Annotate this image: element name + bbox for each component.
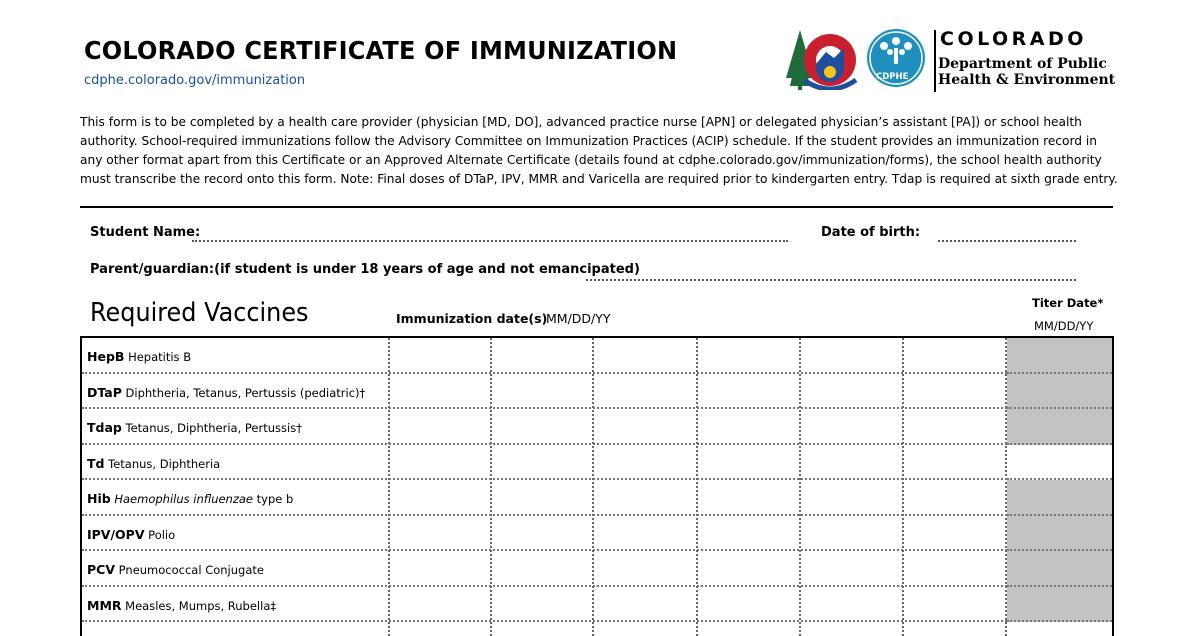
titer-date-label: Titer Date* [1032,296,1104,310]
immunization-date-cell[interactable] [594,516,696,550]
table-left-border [80,336,82,636]
immunization-date-cell[interactable] [492,445,592,479]
vaccine-row-label [87,456,220,471]
immunization-date-cell[interactable] [801,587,902,621]
immunization-date-cell[interactable] [698,374,799,408]
immunization-dates-label: Immunization date(s) [396,311,548,326]
immunization-date-cell[interactable] [904,516,1005,550]
immunization-date-cell[interactable] [904,409,1005,443]
titer-row-divider [1007,514,1112,516]
vaccine-row-label [87,562,264,577]
immunization-date-format: MM/DD/YY [546,311,611,326]
vaccine-code: MMR [87,597,122,613]
immunization-date-cell[interactable] [801,374,902,408]
immunization-date-cell[interactable] [390,587,490,621]
row-divider [82,620,1007,622]
immunization-date-cell[interactable] [390,374,490,408]
immunization-date-cell[interactable] [698,445,799,479]
immunization-date-cell[interactable] [698,480,799,514]
titer-row-divider [1007,549,1112,551]
immunization-date-cell[interactable] [390,516,490,550]
immunization-date-cell[interactable] [594,445,696,479]
cdphe-logo [786,28,1116,98]
required-vaccines-table [80,336,1114,636]
titer-row-divider [1007,478,1112,480]
instructions-paragraph: This form is to be completed by a health care provider (physician [MD, DO], advanced practice nurse [APN] or delegated physician’s assistant [PA]) or school health authority. School-required immunizations follow the Advisory Committee on Immunization Practices (ACIP) schedule. If the student provides an immunization record in any other format apart from this Certificate or an Approved Alternate Certificate (details found at cdphe.colorado.gov/immunization/forms), the school health authority must transcribe the record onto this form. Note: Final doses of DTaP, IPV, MMR and Varicella are required prior to kindergarten entry. Tdap is required at sixth grade entry. [80,115,1118,186]
immunization-date-cell[interactable] [904,338,1005,372]
immunization-date-cell[interactable] [698,551,799,585]
vaccine-description: Haemophilus influenzae [114,492,254,506]
immunization-date-cell[interactable] [594,409,696,443]
vaccine-row-label [87,420,302,435]
logo-divider [934,30,936,92]
vaccine-code: IPV/OPV [87,526,145,542]
immunization-date-cell[interactable] [594,338,696,372]
immunization-date-cell[interactable] [594,551,696,585]
immunization-date-cell[interactable] [594,587,696,621]
student-name-field[interactable] [192,240,788,242]
immunization-date-cell[interactable] [492,587,592,621]
logo-department [938,56,1115,88]
immunization-date-cell[interactable] [904,445,1005,479]
immunization-date-cell[interactable] [492,516,592,550]
immunization-date-cell[interactable] [904,374,1005,408]
immunization-date-cell[interactable] [801,551,902,585]
parent-guardian-field[interactable] [586,279,1076,281]
logo-dept-line2: Health & Environment [938,72,1116,88]
form-title: COLORADO CERTIFICATE OF IMMUNIZATION [84,36,678,65]
vaccine-code: Hib [87,491,111,506]
vaccine-code: HepB [87,349,125,364]
immunization-date-cell[interactable] [390,338,490,372]
immunization-date-cell[interactable] [390,409,490,443]
immunization-date-cell[interactable] [390,551,490,585]
immunization-date-cell[interactable] [492,374,592,408]
vaccine-description-tail: type b [253,492,294,506]
titer-row-divider [1007,620,1112,622]
logo-dept-line1: Department of Public [938,56,1107,72]
vaccine-code: Tdap [87,420,122,435]
immunization-date-cell[interactable] [904,551,1005,585]
vaccine-description: Tetanus, Diphtheria [108,456,221,471]
titer-unavailable-block [1007,338,1112,445]
vaccine-description: Tetanus, Diphtheria, Pertussis [125,421,297,435]
titer-date-cell[interactable] [1007,445,1112,479]
immunization-date-cell[interactable] [801,409,902,443]
date-column-divider [1005,338,1007,636]
vaccine-row-label [87,491,293,506]
immunization-date-cell[interactable] [492,338,592,372]
required-vaccines-heading: Required Vaccines [90,298,309,328]
immunization-date-cell[interactable] [801,516,902,550]
immunization-date-cell[interactable] [801,338,902,372]
immunization-date-cell[interactable] [492,409,592,443]
vaccine-code: DTaP [87,384,122,400]
vaccine-description: Pneumococcal Conjugate [118,563,264,577]
immunization-date-cell[interactable] [594,374,696,408]
titer-row-divider [1007,407,1112,409]
titer-row-divider [1007,585,1112,587]
immunization-date-cell[interactable] [698,516,799,550]
titer-unavailable-block [1007,480,1112,622]
vaccine-description: Hepatitis B [128,350,192,364]
logo-state-name: COLORADO [940,28,1087,50]
immunization-date-cell[interactable] [390,480,490,514]
immunization-date-cell[interactable] [698,587,799,621]
immunization-date-cell[interactable] [594,480,696,514]
immunization-date-cell[interactable] [904,480,1005,514]
immunization-date-cell[interactable] [492,551,592,585]
immunization-date-cell[interactable] [698,409,799,443]
vaccine-code: PCV [87,562,116,577]
table-right-border [1112,336,1114,636]
vaccine-footnote-mark: † [359,385,366,400]
student-name-label: Student Name: [90,225,201,240]
vaccine-row-label [87,349,191,364]
immunization-date-cell[interactable] [801,480,902,514]
parent-guardian-label: Parent/guardian:(if student is under 18 years of age and not emancipated) [90,262,640,277]
immunization-date-cell[interactable] [390,445,490,479]
header-divider [80,206,1113,208]
colorado-tree-icon [786,28,860,90]
vaccine-description: Diphtheria, Tetanus, Pertussis (pediatric) [125,385,360,400]
immunization-date-cell[interactable] [698,338,799,372]
vaccine-footnote-mark: † [296,421,302,435]
vaccine-row-label [87,385,365,400]
titer-date-format: MM/DD/YY [1034,319,1094,333]
titer-row-divider [1007,372,1112,374]
dob-label: Date of birth: [821,225,921,240]
vaccine-row-label [87,527,175,542]
vaccine-description: Polio [148,527,176,542]
vaccine-code: Td [87,455,105,471]
cdphe-badge-text: CDPHE [876,72,909,82]
vaccine-row-label [87,598,276,613]
immunization-url[interactable]: cdphe.colorado.gov/immunization [84,73,306,88]
vaccine-footnote-mark: ‡ [270,598,277,613]
immunization-date-cell[interactable] [801,445,902,479]
immunization-date-cell[interactable] [904,587,1005,621]
immunization-date-cell[interactable] [492,480,592,514]
dob-field[interactable] [938,240,1076,242]
vaccine-description: Measles, Mumps, Rubella [125,598,271,613]
